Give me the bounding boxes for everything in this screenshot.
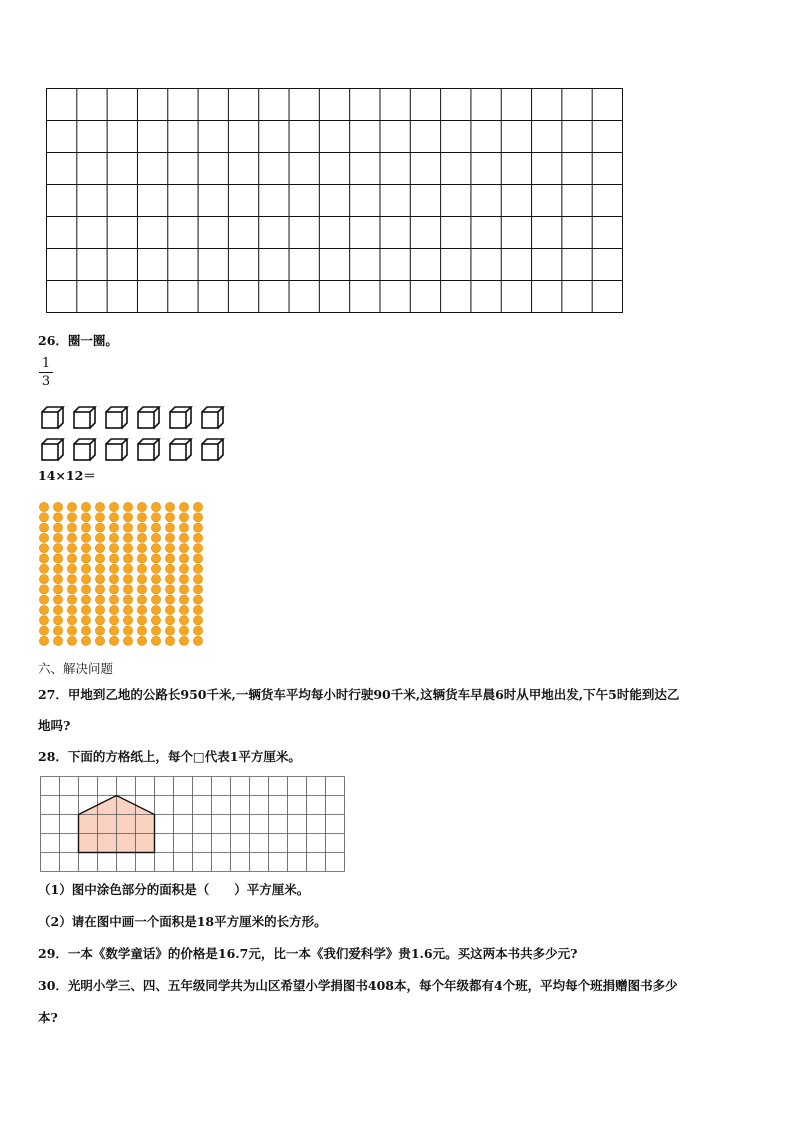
- dot: [123, 605, 132, 614]
- dot: [81, 544, 90, 553]
- dot: [67, 523, 76, 532]
- cube-icon: [42, 407, 63, 428]
- dot: [193, 575, 202, 584]
- dot: [179, 616, 188, 625]
- dot: [109, 575, 118, 584]
- dot: [67, 575, 76, 584]
- dot: [165, 605, 174, 614]
- dot: [137, 554, 146, 563]
- dot: [179, 554, 188, 563]
- dot: [67, 513, 76, 522]
- dot: [165, 533, 174, 542]
- cube-icon: [106, 439, 127, 460]
- dot: [151, 605, 160, 614]
- dot: [123, 533, 132, 542]
- dot: [67, 533, 76, 542]
- fraction-one-third: [39, 356, 53, 389]
- dot: [123, 513, 132, 522]
- dot: [109, 605, 118, 614]
- dot: [179, 502, 188, 511]
- dot: [39, 585, 48, 594]
- dot: [53, 533, 62, 542]
- dot: [39, 544, 48, 553]
- dot: [53, 575, 62, 584]
- dot: [39, 605, 48, 614]
- dot: [165, 626, 174, 635]
- dot: [95, 595, 104, 604]
- dot: [123, 544, 132, 553]
- dot: [179, 575, 188, 584]
- dot: [123, 523, 132, 532]
- dot: [151, 502, 160, 511]
- dot: [109, 544, 118, 553]
- dot: [193, 564, 202, 573]
- dot: [81, 564, 90, 573]
- dot: [81, 533, 90, 542]
- dot: [151, 533, 160, 542]
- dot: [109, 585, 118, 594]
- dot: [39, 626, 48, 635]
- dot: [67, 554, 76, 563]
- cube-icon: [74, 407, 95, 428]
- dot: [193, 533, 202, 542]
- dot: [151, 523, 160, 532]
- dot: [67, 564, 76, 573]
- dot: [137, 523, 146, 532]
- dot: [67, 502, 76, 511]
- dot: [81, 554, 90, 563]
- dot: [95, 575, 104, 584]
- cube-icon: [106, 407, 127, 428]
- dot: [193, 523, 202, 532]
- dot: [165, 585, 174, 594]
- dot: [151, 544, 160, 553]
- dot: [39, 575, 48, 584]
- dot: [39, 616, 48, 625]
- dot: [137, 616, 146, 625]
- dot: [123, 595, 132, 604]
- dot: [165, 523, 174, 532]
- dot: [109, 533, 118, 542]
- dot: [151, 636, 160, 645]
- cube-icon: [170, 407, 191, 428]
- dot: [123, 554, 132, 563]
- dot: [137, 502, 146, 511]
- dot: [123, 616, 132, 625]
- dot: [53, 523, 62, 532]
- dot: [179, 585, 188, 594]
- dot: [53, 564, 62, 573]
- section-6-title: 六、解决问题: [38, 661, 114, 676]
- dot: [81, 595, 90, 604]
- dot: [137, 595, 146, 604]
- fraction-numerator: 1: [41, 356, 51, 371]
- dot: [39, 523, 48, 532]
- dot: [39, 513, 48, 522]
- square-grid-with-shape: [40, 776, 346, 872]
- dot: [67, 626, 76, 635]
- dot: [179, 513, 188, 522]
- dot: [193, 585, 202, 594]
- dot: [137, 513, 146, 522]
- dot: [193, 616, 202, 625]
- dot: [179, 523, 188, 532]
- dot: [137, 626, 146, 635]
- dot: [95, 523, 104, 532]
- dot: [39, 533, 48, 542]
- dot: [81, 636, 90, 645]
- dot: [81, 605, 90, 614]
- dot: [165, 544, 174, 553]
- dot: [137, 585, 146, 594]
- dot: [193, 513, 202, 522]
- dot: [151, 513, 160, 522]
- dot: [39, 595, 48, 604]
- dot: [81, 575, 90, 584]
- dot: [123, 575, 132, 584]
- dot: [137, 636, 146, 645]
- dot: [39, 502, 48, 511]
- dot: [81, 513, 90, 522]
- question-27-line-1: 27．甲地到乙地的公路长950千米,一辆货车平均每小时行驶90千米,这辆货车早晨6时从甲地出发,下午5时能到达乙: [38, 687, 680, 702]
- dot: [81, 523, 90, 532]
- dot: [193, 595, 202, 604]
- dot: [109, 513, 118, 522]
- dot: [95, 626, 104, 635]
- dot: [179, 595, 188, 604]
- question-27-line-2: 地吗?: [38, 718, 71, 733]
- dot: [53, 544, 62, 553]
- dot: [109, 523, 118, 532]
- dot: [193, 544, 202, 553]
- dot: [67, 544, 76, 553]
- dot: [95, 544, 104, 553]
- dot: [165, 502, 174, 511]
- dot: [193, 605, 202, 614]
- question-30-line-1: 30．光明小学三、四、五年级同学共为山区希望小学捐图书408本，每个年级都有4个班，平均每个班捐赠图书多少: [38, 978, 678, 993]
- cube-icon: [74, 439, 95, 460]
- dot: [39, 554, 48, 563]
- cube-icon: [42, 439, 63, 460]
- dot: [151, 626, 160, 635]
- dot: [151, 616, 160, 625]
- dot: [151, 564, 160, 573]
- dot: [151, 585, 160, 594]
- dot: [165, 636, 174, 645]
- dot: [109, 595, 118, 604]
- dot: [95, 605, 104, 614]
- dot: [137, 533, 146, 542]
- cube-icon: [138, 439, 159, 460]
- question-30-line-2: 本?: [38, 1010, 58, 1025]
- grid-border: [47, 89, 623, 313]
- dot: [53, 513, 62, 522]
- dot: [193, 554, 202, 563]
- dot: [137, 575, 146, 584]
- dot: [95, 533, 104, 542]
- dot: [165, 564, 174, 573]
- dot: [165, 575, 174, 584]
- dot: [109, 554, 118, 563]
- question-26-title: 26．圈一圈。: [38, 333, 118, 348]
- dot: [81, 616, 90, 625]
- dot: [53, 636, 62, 645]
- dot: [193, 626, 202, 635]
- dot: [109, 564, 118, 573]
- dot: [95, 502, 104, 511]
- dot: [179, 564, 188, 573]
- dot: [179, 605, 188, 614]
- dot: [81, 585, 90, 594]
- dot: [95, 554, 104, 563]
- dot: [109, 616, 118, 625]
- cube-icon: [138, 407, 159, 428]
- dot: [67, 636, 76, 645]
- dot: [109, 636, 118, 645]
- dot: [123, 626, 132, 635]
- dot: [95, 636, 104, 645]
- cube-group: [40, 401, 230, 461]
- dot: [67, 616, 76, 625]
- dot: [137, 564, 146, 573]
- dot: [81, 626, 90, 635]
- fraction-denominator: 3: [41, 374, 51, 389]
- cube-icon: [202, 439, 223, 460]
- dot: [193, 502, 202, 511]
- dot: [95, 513, 104, 522]
- dot: [137, 605, 146, 614]
- dot: [179, 626, 188, 635]
- dot: [53, 595, 62, 604]
- answer-grid: [46, 88, 623, 314]
- dot-array: [38, 501, 210, 649]
- dot: [151, 575, 160, 584]
- dot: [53, 616, 62, 625]
- dot: [137, 544, 146, 553]
- dot: [179, 544, 188, 553]
- dot: [151, 595, 160, 604]
- dot: [39, 564, 48, 573]
- dot: [123, 636, 132, 645]
- dot: [95, 564, 104, 573]
- dot: [165, 616, 174, 625]
- dot: [53, 554, 62, 563]
- dot: [193, 636, 202, 645]
- dot: [95, 585, 104, 594]
- dot: [179, 636, 188, 645]
- dot: [67, 585, 76, 594]
- dot: [123, 585, 132, 594]
- cube-icon: [170, 439, 191, 460]
- dot: [179, 533, 188, 542]
- dot: [53, 605, 62, 614]
- dot: [123, 502, 132, 511]
- dot: [109, 502, 118, 511]
- dot: [95, 616, 104, 625]
- dot: [151, 554, 160, 563]
- dot: [53, 585, 62, 594]
- dot: [67, 595, 76, 604]
- dot: [81, 502, 90, 511]
- dot: [109, 626, 118, 635]
- question-28-title: 28．下面的方格纸上，每个□代表1平方厘米。: [38, 749, 301, 764]
- question-28-part-2: （2）请在图中画一个面积是18平方厘米的长方形。: [38, 914, 327, 929]
- dot: [165, 513, 174, 522]
- question-28-part-1: （1）图中涂色部分的面积是（ ）平方厘米。: [38, 882, 310, 897]
- dot: [67, 605, 76, 614]
- dot: [123, 564, 132, 573]
- cube-icon: [202, 407, 223, 428]
- dot: [165, 595, 174, 604]
- dot: [53, 502, 62, 511]
- multiplication-expression: 14×12＝: [38, 468, 96, 483]
- dot: [39, 636, 48, 645]
- dot: [53, 626, 62, 635]
- dot: [165, 554, 174, 563]
- question-29: 29．一本《数学童话》的价格是16.7元，比一本《我们爱科学》贵1.6元。买这两本书共多少元?: [38, 946, 578, 961]
